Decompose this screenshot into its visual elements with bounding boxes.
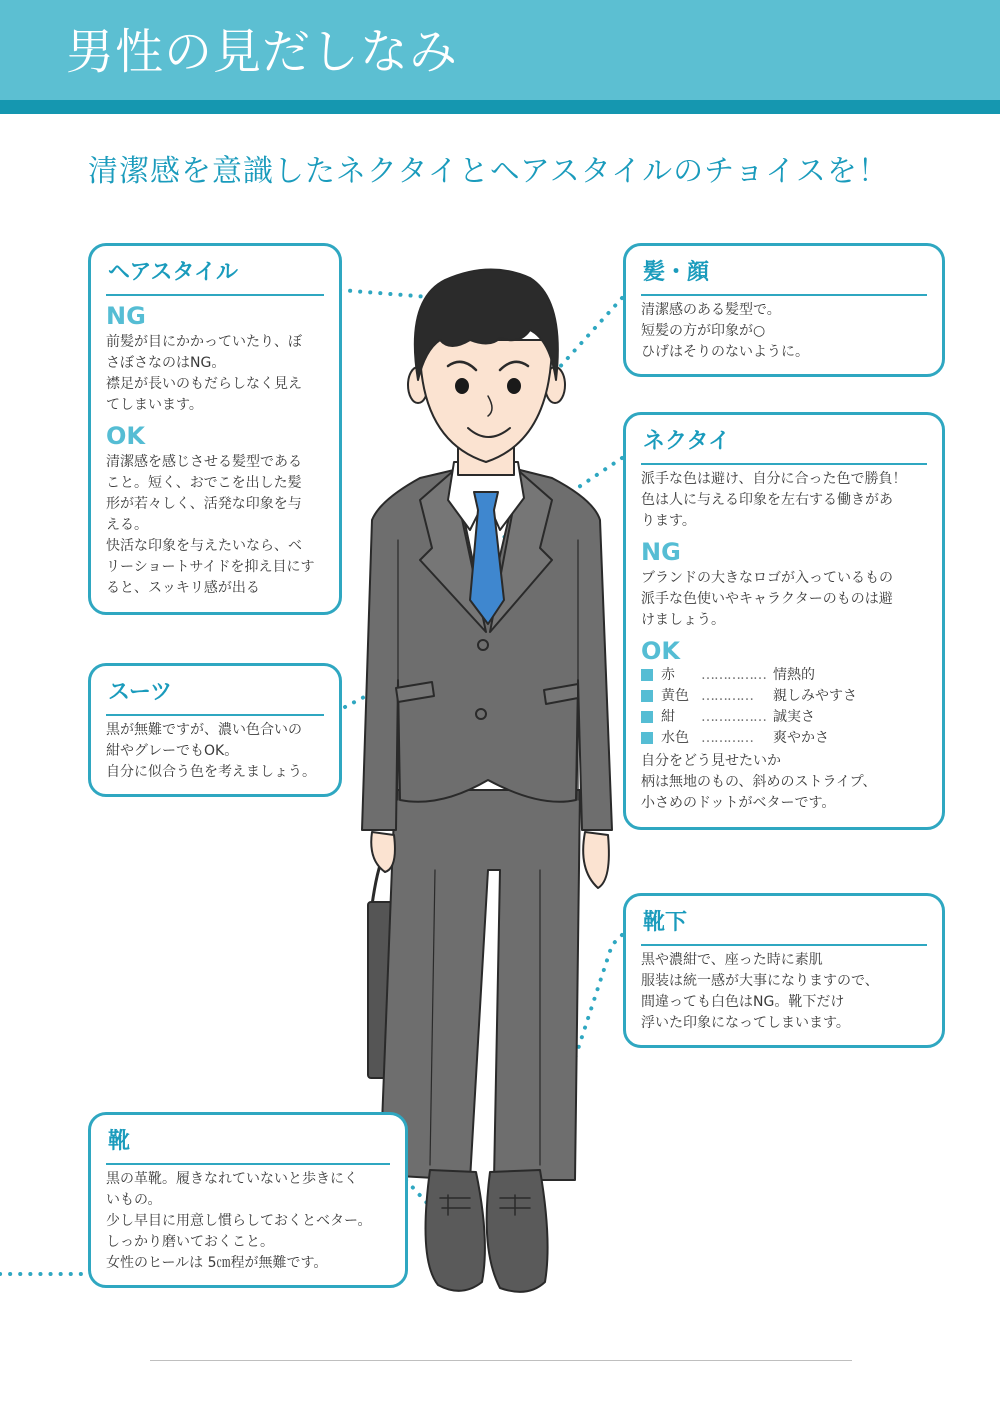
tie-color-name: 黄色 xyxy=(661,688,689,704)
hair-face-box xyxy=(623,243,945,377)
tie-color-row xyxy=(641,686,927,707)
necktie-title: ネクタイ xyxy=(641,425,927,465)
tie-color-name: 赤 xyxy=(661,667,675,683)
page-subtitle: 清潔感を意識したネクタイとヘアスタイルのチョイスを！ xyxy=(88,154,889,189)
color-square-icon xyxy=(641,711,653,723)
hair-ok-label: OK xyxy=(106,422,145,450)
tie-color-row xyxy=(641,665,927,686)
right-hand xyxy=(583,832,609,888)
face xyxy=(420,340,552,462)
tie-color-meaning: 誠実さ xyxy=(773,709,815,725)
hair-face-text: 清潔感のある髪型で。 短髪の方が印象が○ ひげはそりのないように。 xyxy=(641,302,809,360)
page-title: 男性の見だしなみ xyxy=(66,24,459,80)
tie-color-name: 紺 xyxy=(661,709,675,725)
color-square-icon xyxy=(641,669,653,681)
left-shoe xyxy=(426,1170,485,1291)
suit-title: スーツ xyxy=(106,676,324,716)
tie-color-meaning: 情熱的 xyxy=(773,667,815,683)
color-square-icon xyxy=(641,690,653,702)
suit-text: 黒が無難ですが、濃い色合いの 紺やグレーでもOK。 自分に似合う色を考えましょう。 xyxy=(106,722,316,780)
necktie-ok-label: OK xyxy=(641,637,680,665)
color-square-icon xyxy=(641,732,653,744)
necktie-box xyxy=(623,412,945,830)
footer-divider xyxy=(150,1360,852,1361)
tie-color-meaning: 親しみやすさ xyxy=(773,688,857,704)
hair-ok-text: 清潔感を感じさせる髪型である こと。短く、おでこを出した髪 形が若々しく、活発な印象を与 える。 快活な印象を与えたいなら、ベ リーショートサイドを抑え目にす ると、スッキリ感が出る xyxy=(106,454,315,596)
hair-ng-text: 前髪が目にかかっていたり、ぼ さぼさなのはNG。 襟足が長いのもだらしなく見え てしまいます。 xyxy=(106,334,302,413)
left-hand xyxy=(371,832,395,872)
necktie-ng-text: ブランドの大きなロゴが入っているもの 派手な色使いやキャラクターのものは避 けましょう。 xyxy=(641,570,893,628)
trousers xyxy=(380,790,580,1180)
tie-color-meaning: 爽やかさ xyxy=(773,730,829,746)
leader-dots: …………… xyxy=(701,667,766,683)
necktie-intro: 派手な色は避け、自分に合った色で勝負！ 色は人に与える印象を左右する働きがあ ります。 xyxy=(641,471,907,529)
necktie-outro: 自分をどう見せたいか 柄は無地のもの、斜めのストライプ、 小さめのドットがベターです。 xyxy=(641,753,877,811)
shoes-box xyxy=(88,1112,408,1288)
necktie-ng-label: NG xyxy=(641,538,681,566)
shoes-text: 黒の革靴。履きなれていないと歩きにく いもの。 少し早目に用意し慣らしておくとベター。 しっかり磨いておくこと。 女性のヒールは 5㎝程が無難です。 xyxy=(106,1171,372,1271)
tie-color-list xyxy=(641,665,927,749)
tie-color-name: 水色 xyxy=(661,730,689,746)
socks-box xyxy=(623,893,945,1048)
tie-color-row xyxy=(641,728,927,749)
leader-dots: …………… xyxy=(701,709,766,725)
socks-text: 黒や濃紺で、座った時に素肌 服装は統一感が大事になりますので、 間違っても白色はNG。靴下だけ 浮いた印象になってしまいます。 xyxy=(641,952,879,1031)
leader-dots: ………… xyxy=(701,688,753,704)
right-shoe xyxy=(487,1170,548,1292)
hair-ng-label: NG xyxy=(106,302,146,330)
tie-color-row xyxy=(641,707,927,728)
hair-style-box xyxy=(88,243,342,615)
socks-title: 靴下 xyxy=(641,906,927,946)
suit-box xyxy=(88,663,342,797)
leader-dots: ………… xyxy=(701,730,753,746)
shoes-title: 靴 xyxy=(106,1125,390,1165)
hair-face-title: 髪・顔 xyxy=(641,256,927,296)
hair-style-title: ヘアスタイル xyxy=(106,256,324,296)
